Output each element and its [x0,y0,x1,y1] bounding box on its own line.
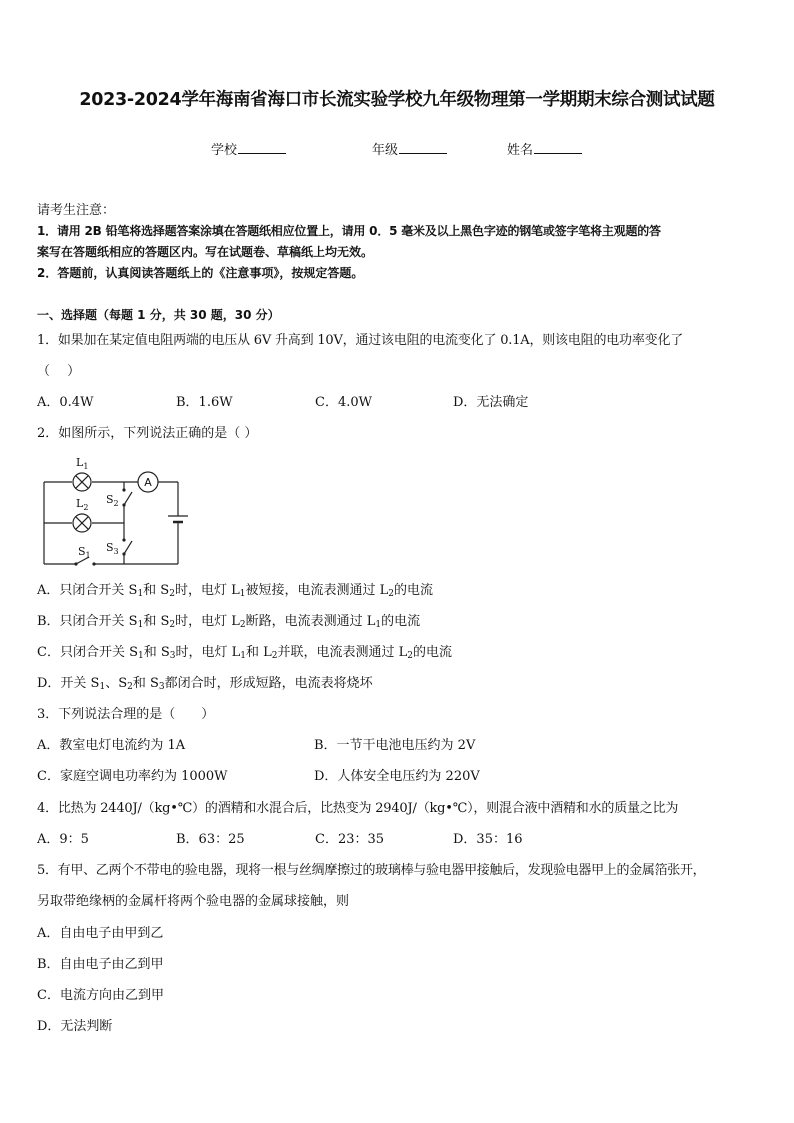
grade-field[interactable] [372,139,447,158]
q2-option-b[interactable]: B．只闭合开关 $S_1$和 $S_2$时，电灯 $L_2$断路，电流表测通过 $L_1$的电流 [37,614,421,630]
battery-icon [168,516,188,534]
q3-option-d[interactable]: D．人体安全电压约为 220V [314,769,480,784]
q1-option-d[interactable]: D．无法确定 [453,395,529,410]
q5-option-d[interactable]: D．无法判断 [37,1019,113,1034]
ammeter-label: A [144,476,152,489]
q1-paren: （ ） [37,364,81,379]
q4-option-d[interactable]: D．35：16 [453,832,523,847]
q5-option-c[interactable]: C．电流方向由乙到甲 [37,988,164,1003]
name-label: 姓名 [507,143,534,158]
student-info-row [0,139,794,159]
school-field[interactable] [211,139,286,158]
q5-option-b[interactable]: B．自由电子由乙到甲 [37,957,164,972]
q2-option-d[interactable]: D．开关 $S_1$、$S_2$和 $S_3$都闭合时，形成短路，电流表将烧坏 [37,676,373,692]
school-label: 学校 [211,143,238,158]
school-blank[interactable] [238,141,286,154]
circuit-diagram [38,454,190,570]
q2-stem: 2．如图所示，下列说法正确的是（ ） [37,426,258,441]
label-l2: $L_2$ [76,497,89,512]
notice-item-1-line-1: 1．请用 2B 铅笔将选择题答案涂填在答题纸相应位置上，请用 0．5 毫米及以上黑色字迹的钢笔或签字笔将主观题的答 [37,224,661,238]
name-field[interactable] [507,139,582,158]
q5-option-a[interactable]: A．自由电子由甲到乙 [37,926,164,941]
q2-option-c[interactable]: C．只闭合开关 $S_1$和 $S_3$时，电灯 $L_1$和 $L_2$并联，电流表测通过 $L_2$的电流 [37,645,453,661]
q5-stem-line-2: 另取带绝缘柄的金属杆将两个验电器的金属球接触，则 [37,894,350,909]
q4-stem: 4．比热为 2440J/（kg•℃）的酒精和水混合后，比热变为 2940J/（kg•℃），则混合液中酒精和水的质量之比为 [37,801,679,816]
q4-option-a[interactable]: A．9：5 [37,832,89,847]
q5-stem-line-1: 5．有甲、乙两个不带电的验电器，现将一根与丝绸摩擦过的玻璃棒与验电器甲接触后，发现验电器甲上的金属箔张开， [37,863,706,878]
label-l1: $L_1$ [76,456,89,471]
label-s2: $S_2$ [106,493,119,508]
lamp-l1-icon [73,473,91,491]
q4-option-c[interactable]: C．23：35 [315,832,385,847]
q2-option-a[interactable]: A．只闭合开关 $S_1$和 $S_2$时，电灯 $L_1$被短接，电流表测通过 $L_2$的电流 [37,583,433,599]
q3-option-c[interactable]: C．家庭空调电功率约为 1000W [37,769,228,784]
name-blank[interactable] [534,141,582,154]
notice-item-2: 2．答题前，认真阅读答题纸上的《注意事项》，按规定答题。 [37,266,364,280]
label-s1: $S_1$ [78,545,91,560]
q3-option-a[interactable]: A．教室电灯电流约为 1A [37,738,186,753]
q1-stem: 1．如果加在某定值电阻两端的电压从 6V 升高到 10V，通过该电阻的电流变化了 0.1A，则该电阻的电功率变化了 [37,333,684,348]
label-s3: $S_3$ [106,541,119,556]
q3-stem: 3．下列说法合理的是（ ） [37,707,215,722]
notice-item-1-line-2: 案写在答题纸相应的答题区内。写在试题卷、草稿纸上均无效。 [37,245,374,259]
q4-option-b[interactable]: B．63：25 [176,832,245,847]
lamp-l2-icon [73,514,91,532]
q1-option-c[interactable]: C．4.0W [315,395,372,410]
q3-option-b[interactable]: B．一节干电池电压约为 2V [314,738,476,753]
grade-label: 年级 [372,143,399,158]
page-title: 2023-2024学年海南省海口市长流实验学校九年级物理第一学期期末综合测试试题 [79,90,715,110]
section-heading: 一、选择题（每题 1 分，共 30 题，30 分） [37,308,280,322]
notice-heading: 请考生注意： [37,203,116,218]
q1-option-a[interactable]: A．0.4W [37,395,94,410]
grade-blank[interactable] [399,141,447,154]
q1-option-b[interactable]: B．1.6W [176,395,233,410]
ammeter-icon [138,472,158,492]
